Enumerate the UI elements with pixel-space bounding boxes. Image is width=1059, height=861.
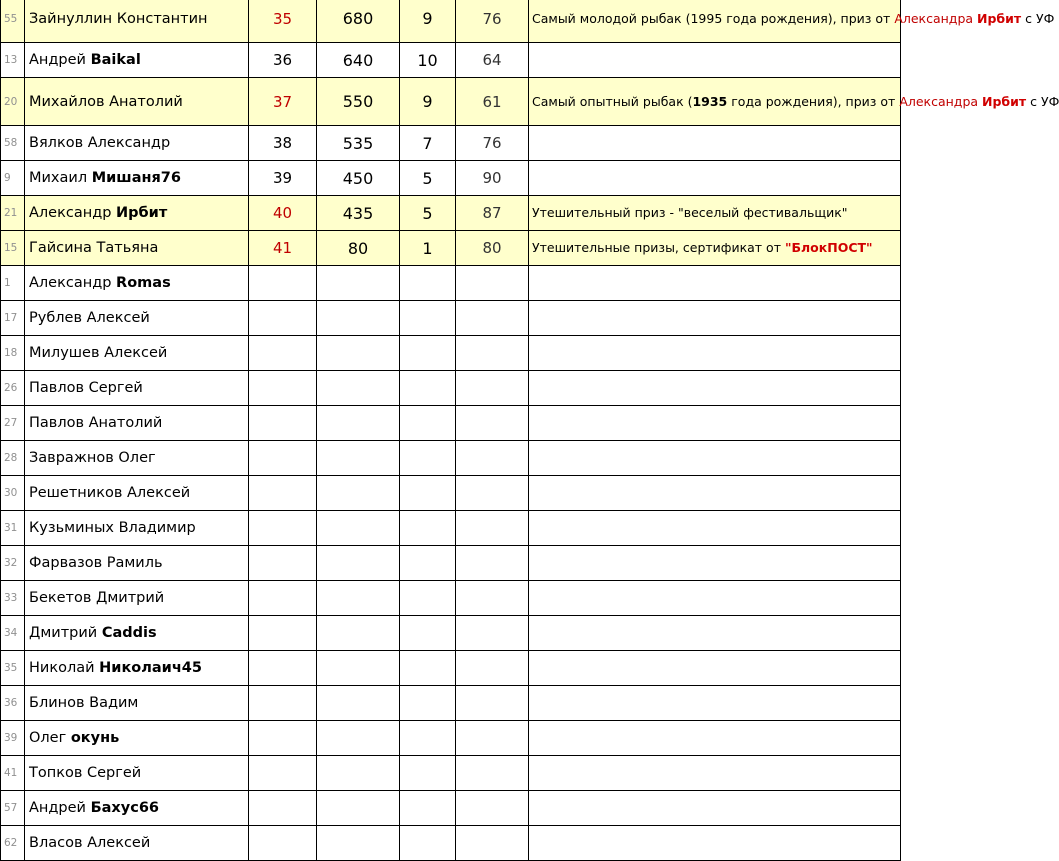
points-cell <box>456 826 529 861</box>
weight-cell: 550 <box>317 78 400 126</box>
table-row <box>1 336 901 371</box>
fish-count-cell: 1 <box>400 231 456 266</box>
participant-name <box>25 826 249 861</box>
participant-nickname: Бахус66 <box>90 800 160 816</box>
points-cell: 61 <box>456 78 529 126</box>
table-row <box>1 406 901 441</box>
prize-cell <box>529 686 901 721</box>
participant-name <box>25 511 249 546</box>
weight-cell <box>317 791 400 826</box>
points-cell: 64 <box>456 43 529 78</box>
participant-name-text: Дмитрий <box>29 625 102 641</box>
points-cell <box>456 406 529 441</box>
participant-number: 20 <box>1 78 25 126</box>
table-row <box>1 0 901 43</box>
points-cell: 76 <box>456 0 529 43</box>
place-cell <box>249 826 317 861</box>
participant-name-text: Павлов Сергей <box>29 380 143 396</box>
participant-number: 34 <box>1 616 25 651</box>
place-cell <box>249 686 317 721</box>
table-row <box>1 581 901 616</box>
fish-count-cell <box>400 371 456 406</box>
fish-count-cell: 9 <box>400 78 456 126</box>
participant-name <box>25 791 249 826</box>
table-row <box>1 791 901 826</box>
participant-name <box>25 616 249 651</box>
prize-cell <box>529 721 901 756</box>
prize-text: Самый молодой рыбак (1995 года рождения), приз от <box>532 10 895 26</box>
participant-name-text: Топков Сергей <box>29 765 142 781</box>
participant-name-text: Власов Алексей <box>29 835 151 851</box>
participant-name-text: Кузьминых Владимир <box>29 520 196 536</box>
weight-cell <box>317 756 400 791</box>
participant-name-text: Завражнов Олег <box>29 450 156 466</box>
prize-text-cont: года рождения), приз от <box>727 93 900 109</box>
table-row <box>1 616 901 651</box>
participant-number: 30 <box>1 476 25 511</box>
fish-count-cell <box>400 651 456 686</box>
fish-count-cell <box>400 441 456 476</box>
participant-number: 21 <box>1 196 25 231</box>
fish-count-cell: 5 <box>400 161 456 196</box>
participant-name-text: Бекетов Дмитрий <box>29 590 165 606</box>
table-row <box>1 78 901 126</box>
weight-cell <box>317 266 400 301</box>
points-cell <box>456 581 529 616</box>
prize-cell <box>529 161 901 196</box>
table-row <box>1 476 901 511</box>
participant-number: 39 <box>1 721 25 756</box>
participant-name <box>25 231 249 266</box>
participant-nickname: Мишаня76 <box>91 170 181 186</box>
participant-number: 36 <box>1 686 25 721</box>
weight-cell <box>317 336 400 371</box>
prize-cell <box>529 336 901 371</box>
weight-cell <box>317 476 400 511</box>
fish-count-cell <box>400 826 456 861</box>
prize-cell <box>529 756 901 791</box>
place-cell <box>249 266 317 301</box>
prize-cell <box>529 0 1055 43</box>
participant-name-text: Милушев Алексей <box>29 345 168 361</box>
participant-number: 35 <box>1 651 25 686</box>
fish-count-cell <box>400 301 456 336</box>
participant-name <box>25 721 249 756</box>
fish-count-cell <box>400 581 456 616</box>
participant-number: 55 <box>1 0 25 43</box>
participant-name-text: Гайсина Татьяна <box>29 240 159 256</box>
table-row <box>1 371 901 406</box>
fish-count-cell <box>400 511 456 546</box>
participant-name <box>25 756 249 791</box>
place-cell: 37 <box>249 78 317 126</box>
table-row <box>1 441 901 476</box>
participant-name-text: Зайнуллин Константин <box>29 10 208 27</box>
place-cell <box>249 581 317 616</box>
participant-number: 15 <box>1 231 25 266</box>
prize-sponsor-name: Александра <box>894 10 978 26</box>
prize-cell <box>529 476 901 511</box>
weight-cell <box>317 441 400 476</box>
weight-cell <box>317 826 400 861</box>
table-row <box>1 161 901 196</box>
points-cell <box>456 756 529 791</box>
weight-cell <box>317 371 400 406</box>
fish-count-cell: 7 <box>400 126 456 161</box>
participant-nickname: Caddis <box>101 625 157 641</box>
participant-name-text: Решетников Алексей <box>29 485 191 501</box>
prize-cell <box>529 196 901 231</box>
points-cell <box>456 651 529 686</box>
place-cell <box>249 301 317 336</box>
table-row <box>1 651 901 686</box>
fish-count-cell: 5 <box>400 196 456 231</box>
prize-text: Утешительный приз - "веселый фестивальщик" <box>532 205 848 220</box>
weight-cell <box>317 406 400 441</box>
participant-name <box>25 126 249 161</box>
place-cell: 40 <box>249 196 317 231</box>
weight-cell: 435 <box>317 196 400 231</box>
participant-name <box>25 651 249 686</box>
weight-cell <box>317 581 400 616</box>
points-cell <box>456 686 529 721</box>
participant-name <box>25 581 249 616</box>
fish-count-cell <box>400 791 456 826</box>
weight-cell <box>317 686 400 721</box>
points-cell <box>456 546 529 581</box>
place-cell <box>249 616 317 651</box>
participant-name <box>25 301 249 336</box>
prize-cell <box>529 441 901 476</box>
points-cell <box>456 441 529 476</box>
participant-name-text: Олег <box>29 730 71 746</box>
place-cell <box>249 406 317 441</box>
participant-name <box>25 0 249 43</box>
fish-count-cell <box>400 266 456 301</box>
points-cell <box>456 791 529 826</box>
fish-count-cell: 9 <box>400 0 456 43</box>
participant-name-text: Блинов Вадим <box>29 695 139 711</box>
prize-text: Утешительные призы, сертификат от <box>532 240 785 255</box>
weight-cell: 680 <box>317 0 400 43</box>
participant-number: 62 <box>1 826 25 861</box>
prize-text-end: с УФ <box>1021 10 1055 26</box>
prize-cell <box>529 406 901 441</box>
prize-cell <box>529 581 901 616</box>
points-cell <box>456 371 529 406</box>
participant-name <box>25 476 249 511</box>
participant-name-text: Александр <box>29 275 117 291</box>
place-cell <box>249 791 317 826</box>
participant-number: 58 <box>1 126 25 161</box>
participant-name-text: Андрей <box>29 800 91 816</box>
fish-count-cell <box>400 476 456 511</box>
place-cell <box>249 546 317 581</box>
participant-name-text: Павлов Анатолий <box>29 415 163 431</box>
points-cell: 90 <box>456 161 529 196</box>
table-row <box>1 196 901 231</box>
place-cell: 38 <box>249 126 317 161</box>
prize-sponsor-bold: "БлокПОСТ" <box>784 240 873 255</box>
weight-cell <box>317 511 400 546</box>
fish-count-cell <box>400 756 456 791</box>
points-cell <box>456 266 529 301</box>
points-cell <box>456 511 529 546</box>
weight-cell: 640 <box>317 43 400 78</box>
fish-count-cell <box>400 336 456 371</box>
place-cell <box>249 441 317 476</box>
prize-cell <box>529 826 901 861</box>
participant-name <box>25 371 249 406</box>
prize-cell <box>529 43 901 78</box>
fish-count-cell <box>400 686 456 721</box>
participant-name <box>25 78 249 126</box>
weight-cell <box>317 651 400 686</box>
participant-name <box>25 406 249 441</box>
participant-name <box>25 196 249 231</box>
participant-number: 1 <box>1 266 25 301</box>
table-row <box>1 511 901 546</box>
participant-number: 41 <box>1 756 25 791</box>
prize-cell <box>529 546 901 581</box>
prize-sponsor-name: Александра <box>899 93 983 109</box>
place-cell <box>249 651 317 686</box>
prize-text-end: с УФ <box>1026 93 1059 109</box>
weight-cell <box>317 301 400 336</box>
points-cell: 76 <box>456 126 529 161</box>
prize-cell <box>529 78 1059 126</box>
place-cell <box>249 756 317 791</box>
table-row <box>1 301 901 336</box>
place-cell <box>249 511 317 546</box>
participant-number: 18 <box>1 336 25 371</box>
participant-name <box>25 686 249 721</box>
participant-number: 33 <box>1 581 25 616</box>
participant-name-text: Николай <box>29 660 100 676</box>
points-cell <box>456 616 529 651</box>
participant-name-text: Фарвазов Рамиль <box>29 555 163 571</box>
weight-cell <box>317 721 400 756</box>
participant-name <box>25 161 249 196</box>
table-row <box>1 686 901 721</box>
table-row <box>1 546 901 581</box>
place-cell: 36 <box>249 43 317 78</box>
prize-bold-text: 1935 <box>692 93 728 109</box>
prize-cell <box>529 266 901 301</box>
weight-cell <box>317 546 400 581</box>
participant-name-text: Андрей <box>29 52 91 68</box>
participant-nickname: Николаич45 <box>99 660 202 676</box>
prize-cell <box>529 231 901 266</box>
participant-nickname: Romas <box>116 275 171 291</box>
participant-number: 28 <box>1 441 25 476</box>
participant-nickname: окунь <box>70 730 120 746</box>
participant-number: 17 <box>1 301 25 336</box>
prize-cell <box>529 301 901 336</box>
participant-name-text: Михаил <box>29 170 92 186</box>
table-row <box>1 826 901 861</box>
participant-number: 13 <box>1 43 25 78</box>
prize-text: Самый опытный рыбак ( <box>532 93 693 109</box>
weight-cell: 80 <box>317 231 400 266</box>
participant-name <box>25 336 249 371</box>
participant-name <box>25 266 249 301</box>
table-row <box>1 126 901 161</box>
participant-name-text: Рублев Алексей <box>29 310 150 326</box>
place-cell <box>249 721 317 756</box>
points-cell: 87 <box>456 196 529 231</box>
points-cell <box>456 721 529 756</box>
prize-cell <box>529 126 901 161</box>
participant-number: 9 <box>1 161 25 196</box>
participant-nickname: Ирбит <box>116 205 168 221</box>
prize-sponsor-bold: Ирбит <box>977 10 1022 26</box>
points-cell <box>456 336 529 371</box>
participant-number: 26 <box>1 371 25 406</box>
place-cell: 39 <box>249 161 317 196</box>
fish-count-cell <box>400 721 456 756</box>
table-row <box>1 231 901 266</box>
participant-nickname: Baikal <box>90 52 141 68</box>
fish-count-cell <box>400 546 456 581</box>
fish-count-cell <box>400 616 456 651</box>
prize-sponsor-bold: Ирбит <box>982 93 1027 109</box>
points-cell <box>456 476 529 511</box>
participant-number: 57 <box>1 791 25 826</box>
fish-count-cell: 10 <box>400 43 456 78</box>
participant-name <box>25 43 249 78</box>
place-cell: 41 <box>249 231 317 266</box>
prize-cell <box>529 651 901 686</box>
participant-name-text: Вялков Александр <box>29 135 171 151</box>
participant-number: 32 <box>1 546 25 581</box>
participant-name-text: Александр <box>29 205 117 221</box>
points-cell: 80 <box>456 231 529 266</box>
prize-cell <box>529 511 901 546</box>
place-cell: 35 <box>249 0 317 43</box>
prize-cell <box>529 791 901 826</box>
place-cell <box>249 371 317 406</box>
weight-cell: 450 <box>317 161 400 196</box>
participant-name <box>25 546 249 581</box>
participant-name-text: Михайлов Анатолий <box>29 93 183 110</box>
points-cell <box>456 301 529 336</box>
weight-cell: 535 <box>317 126 400 161</box>
table-row <box>1 756 901 791</box>
results-table-body <box>1 0 1059 861</box>
table-row <box>1 721 901 756</box>
participant-number: 31 <box>1 511 25 546</box>
table-row <box>1 266 901 301</box>
prize-cell <box>529 616 901 651</box>
prize-cell <box>529 371 901 406</box>
place-cell <box>249 336 317 371</box>
participant-name <box>25 441 249 476</box>
table-row <box>1 43 901 78</box>
fish-count-cell <box>400 406 456 441</box>
place-cell <box>249 476 317 511</box>
participant-number: 27 <box>1 406 25 441</box>
weight-cell <box>317 616 400 651</box>
